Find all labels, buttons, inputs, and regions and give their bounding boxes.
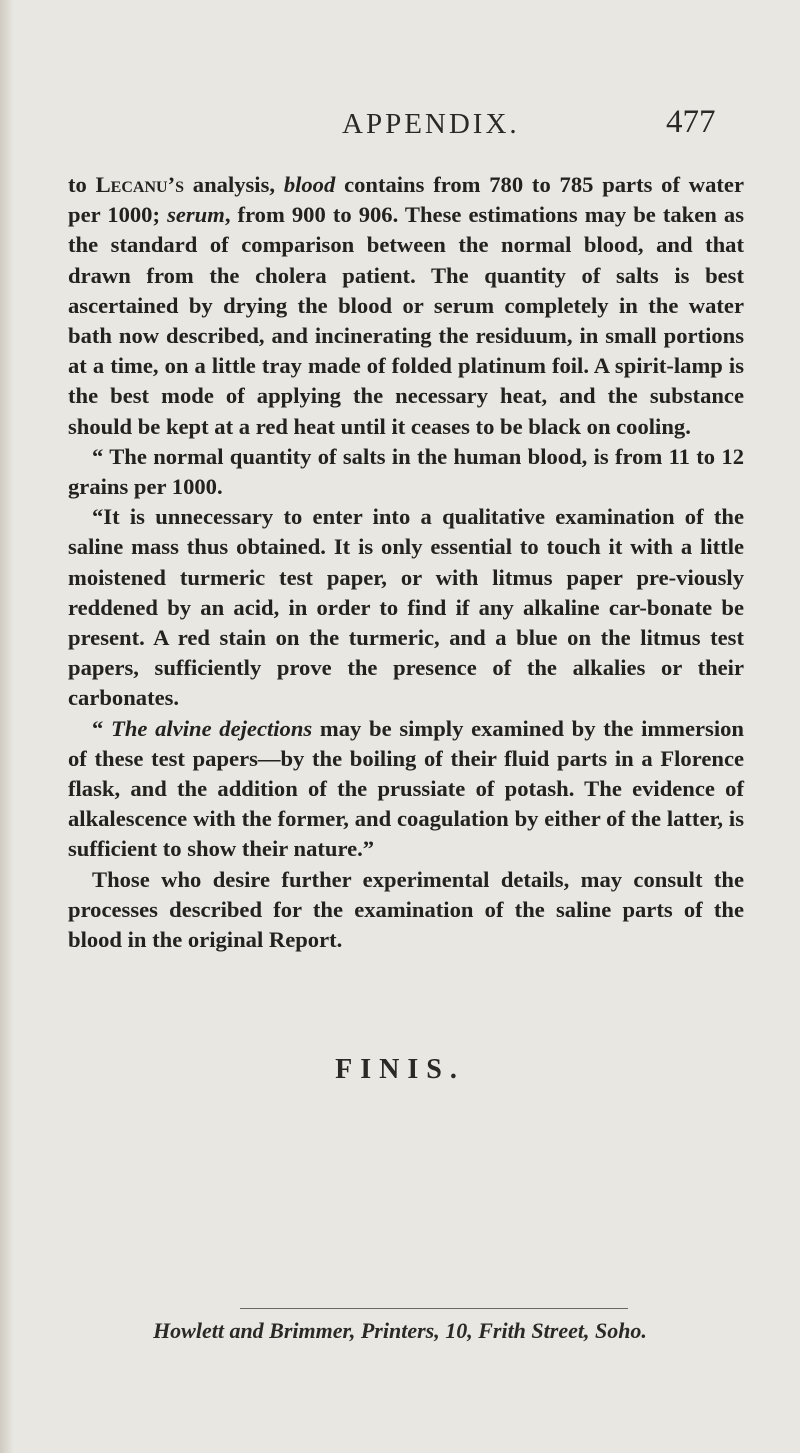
paragraph-4-text: may be simply examined by the immersion of these test papers—by the boiling of their fluid parts in a Florence flask, and the addition of the prussiate of potash. The evidence of alkalescence with the former, and coagulation by either of the latter, is sufficient to show their nature.” <box>68 715 744 862</box>
paragraph-1 <box>68 170 744 442</box>
paragraph-4 <box>68 714 744 865</box>
paragraph-1-text-d: , from 900 to 906. These estimations may be taken as the standard of comparison between the normal blood, and that drawn from the cholera patient. The quantity of salts is best ascertained by drying the blood or serum completely in the water bath now described, and incinerating the residuum, in small portions at a time, on a little tray made of folded platinum foil. A spirit-lamp is the best mode of applying the necessary heat, and the substance should be kept at a red heat until it ceases to be black on cooling. <box>68 202 744 439</box>
paragraph-5: Those who desire further experimental details, may consult the processes described for the examination of the saline parts of the blood in the original Report. <box>68 866 744 953</box>
page-edge-shadow <box>0 0 14 1453</box>
emphasis-blood: blood <box>283 172 336 197</box>
finis-heading: FINIS. <box>335 1054 465 1085</box>
imprint-rule <box>240 1308 628 1309</box>
emphasis-alvine-dejections: The alvine dejections <box>111 715 313 741</box>
author-name: Lecanu’s <box>95 172 184 197</box>
paragraph-4-open-quote: “ <box>92 715 112 741</box>
page-header <box>0 100 800 150</box>
page-number: 477 <box>666 104 716 140</box>
paragraph-3: “It is unnecessary to enter into a qualitative examination of the saline mass thus obtained. It is only essential to touch it with a little moistened turmeric test paper, or with litmus paper pre-viously reddened by an acid, in order to find if any alkaline car-bonate be present. A red stain on the turmeric, and a blue on the litmus test papers, sufficiently prove the presence of the alkalies or their carbonates. <box>68 504 744 711</box>
running-head: APPENDIX. <box>342 108 520 140</box>
paragraph-2: “ The normal quantity of salts in the human blood, is from 11 to 12 grains per 1000. <box>68 443 744 500</box>
printer-imprint: Howlett and Brimmer, Printers, 10, Frith Street, Soho. <box>153 1318 647 1343</box>
emphasis-serum: serum <box>167 202 225 228</box>
body-text <box>68 170 744 955</box>
paragraph-1-text-b: analysis, <box>184 172 284 197</box>
paragraph-1-text-c: contains from 780 to 785 parts of water per 1000; <box>68 172 744 228</box>
paragraph-1-text-a: to <box>68 172 96 197</box>
